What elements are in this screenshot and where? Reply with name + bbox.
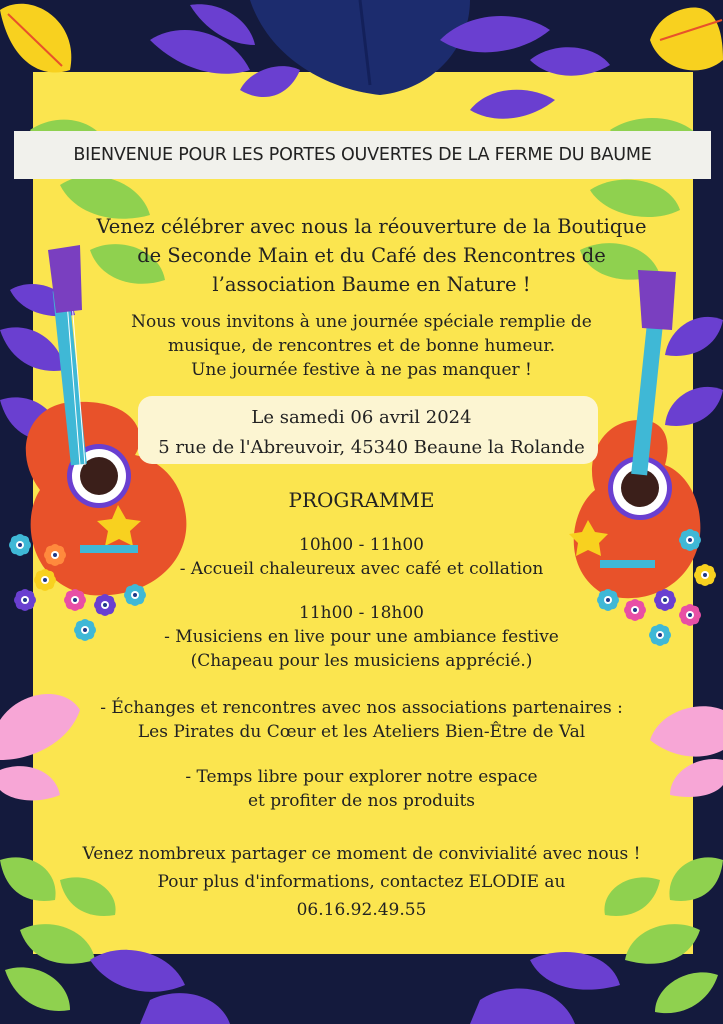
invite-line: Une journée festive à ne pas manquer !: [191, 360, 532, 380]
invite-line: musique, de rencontres et de bonne humeur.: [167, 336, 556, 356]
programme-title: PROGRAMME: [288, 488, 435, 512]
intro-line: de Seconde Main et du Café des Rencontres de: [137, 244, 606, 267]
item-line: - Temps libre pour explorer notre espace: [185, 767, 538, 787]
slot-time: 10h00 - 11h00: [299, 535, 424, 555]
event-date: Le samedi 06 avril 2024: [251, 407, 472, 428]
intro-line: l’association Baume en Nature !: [212, 273, 531, 296]
leaf-icon: [0, 4, 71, 73]
programme-item: [0, 696, 723, 744]
event-address: 5 rue de l'Abreuvoir, 45340 Beaune la Rolande: [158, 437, 585, 458]
programme-item: [0, 765, 723, 813]
closing-paragraph: [0, 840, 723, 924]
leaf-icon: [90, 950, 620, 1024]
programme-slot: [0, 601, 723, 673]
programme-slot: [0, 533, 723, 581]
closing-line: Venez nombreux partager ce moment de convivialité avec nous !: [82, 844, 641, 864]
contact-phone: 06.16.92.49.55: [296, 900, 427, 920]
invite-paragraph: [0, 310, 723, 382]
page-title: BIENVENUE POUR LES PORTES OUVERTES DE LA FERME DU BAUME: [73, 145, 652, 165]
slot-description: - Musiciens en live pour une ambiance festive: [164, 627, 559, 647]
invite-line: Nous vous invitons à une journée spéciale remplie de: [131, 312, 592, 332]
item-line: et profiter de nos produits: [247, 791, 476, 811]
item-line: - Échanges et rencontres avec nos associations partenaires :: [100, 698, 623, 718]
item-line: Les Pirates du Cœur et les Ateliers Bien-Être de Val: [137, 722, 586, 742]
intro-line: Venez célébrer avec nous la réouverture de la Boutique: [96, 215, 647, 238]
slot-time: 11h00 - 18h00: [299, 603, 424, 623]
slot-description: - Accueil chaleureux avec café et collation: [179, 559, 544, 579]
closing-line: Pour plus d'informations, contactez ELODIE au: [157, 872, 566, 892]
intro-paragraph: [30, 212, 713, 299]
leaf-icon: [650, 7, 723, 70]
title-banner: [14, 131, 711, 179]
slot-description: (Chapeau pour les musiciens apprécié.): [190, 651, 533, 671]
